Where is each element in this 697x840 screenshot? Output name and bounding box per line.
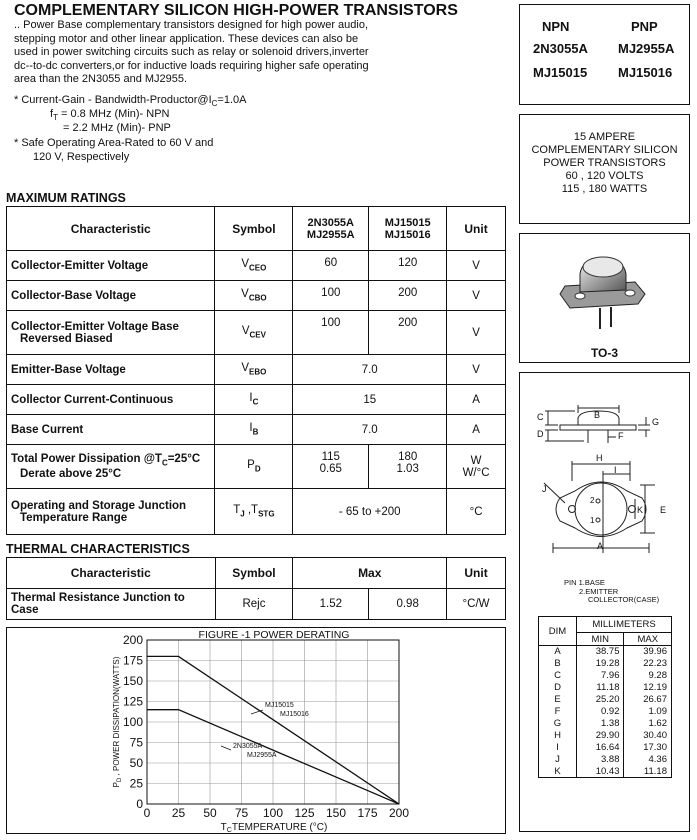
rating-value: 60: [293, 251, 369, 281]
rating-value: 100: [293, 311, 369, 355]
feature-soa: * Safe Operating Area-Rated to 60 V and: [14, 137, 214, 149]
min-header: MIN: [577, 633, 624, 646]
rating-row: [7, 281, 506, 311]
dim-max: 1.62: [624, 718, 672, 730]
dim-letter: D: [539, 682, 577, 694]
dim-max: 22.23: [624, 658, 672, 670]
rating-unit: A: [447, 415, 506, 445]
x-tick-label: 125: [294, 806, 315, 820]
dim-letter: F: [539, 706, 577, 718]
dim-label-g: G: [652, 417, 660, 427]
intro-line: stepping motor and other linear application. These devices can also be: [14, 32, 359, 45]
x-tick-label: 175: [357, 806, 378, 820]
dimension-row: [539, 754, 672, 766]
dimension-row: [539, 682, 672, 694]
y-tick-label: 200: [122, 633, 143, 647]
dim-max: 4.36: [624, 754, 672, 766]
dim-letter: J: [539, 754, 577, 766]
dim-min: 7.96: [577, 670, 624, 682]
pin-label-2: 2: [590, 496, 595, 505]
pnp-part-2: MJ15016: [618, 65, 673, 80]
dim-letter: G: [539, 718, 577, 730]
max-ratings-table: [6, 206, 506, 535]
chart-title: FIGURE -1 POWER DERATING: [198, 629, 350, 641]
rating-characteristic: Emitter-Base Voltage: [7, 355, 215, 385]
dim-max: 11.18: [624, 766, 672, 778]
dimension-box: [519, 372, 690, 832]
dim-label-i: I: [614, 465, 617, 475]
description-box: [519, 114, 690, 224]
rating-row: [7, 489, 506, 535]
rating-row: [7, 355, 506, 385]
thermal-col-max: Max: [293, 558, 447, 589]
dim-max: 12.19: [624, 682, 672, 694]
description-line: 60 , 120 VOLTS: [565, 170, 644, 182]
package-label: TO-3: [590, 346, 619, 360]
thermal-heading: THERMAL CHARACTERISTICS: [6, 542, 190, 556]
rating-unit: V: [447, 311, 506, 355]
col-group1: 2N3055A MJ2955A: [293, 207, 369, 251]
package-box: [519, 233, 690, 363]
col-symbol: Symbol: [215, 207, 293, 251]
description-line: COMPLEMENTARY SILICON: [531, 144, 678, 156]
rating-value: 115 0.65: [293, 445, 369, 489]
dimension-table: [538, 616, 672, 778]
rating-symbol: $I_B$: [215, 415, 293, 445]
intro-line: used in power switching circuits such as relay or solenoid drivers,inverter: [14, 46, 369, 59]
description-line: 115 , 180 WATTS: [561, 183, 648, 195]
y-tick-label: 125: [122, 694, 143, 709]
dim-max: 1.09: [624, 706, 672, 718]
dimension-row: [539, 658, 672, 670]
rating-value: 120: [369, 251, 447, 281]
description-line: POWER TRANSISTORS: [543, 157, 666, 169]
dim-max: 9.28: [624, 670, 672, 682]
rating-characteristic: Operating and Storage Junction Temperature Range: [7, 489, 215, 535]
dim-label-d: D: [537, 429, 544, 439]
rating-symbol: $V_{EBO}$: [215, 355, 293, 385]
x-tick-label: 25: [171, 806, 186, 820]
rating-characteristic: Collector Current-Continuous: [7, 385, 215, 415]
dim-min: 29.90: [577, 730, 624, 742]
intro-line: area than the 2N3055 and MJ2955.: [14, 73, 188, 86]
rating-row: [7, 385, 506, 415]
dim-label-k: K: [637, 505, 644, 515]
col-group2: MJ15015 MJ15016: [369, 207, 447, 251]
dim-min: 10.43: [577, 766, 624, 778]
intro-line: dc--to-dc converters,or for inductive loads requiring higher safe operating: [14, 59, 369, 72]
rating-unit: V: [447, 251, 506, 281]
y-tick-label: 25: [129, 776, 143, 791]
max-header: MAX: [624, 633, 672, 646]
rating-unit: V: [447, 355, 506, 385]
x-tick-label: 200: [388, 806, 410, 820]
dim-label-a: A: [597, 541, 604, 551]
page-title: COMPLEMENTARY SILICON HIGH-POWER TRANSISTORS: [14, 2, 458, 19]
x-tick-label: 75: [234, 806, 249, 820]
thermal-col-unit: Unit: [447, 558, 506, 589]
rating-value: 7.0: [293, 415, 447, 445]
y-tick-label: 150: [122, 674, 143, 688]
npn-label: NPN: [542, 19, 570, 34]
thermal-col-characteristic: Characteristic: [7, 558, 216, 589]
dim-min: 38.75: [577, 646, 624, 658]
part-number-box: [519, 4, 690, 105]
series-label: MJ15016: [280, 711, 309, 718]
col-characteristic: Characteristic: [7, 207, 215, 251]
thermal-col-symbol: Symbol: [215, 558, 293, 589]
mm-header: MILLIMETERS: [577, 617, 672, 633]
dim-label-c: C: [537, 412, 544, 422]
dimension-row: [539, 766, 672, 778]
rating-value: 7.0: [293, 355, 447, 385]
dim-max: 30.40: [624, 730, 672, 742]
rating-unit: V: [447, 281, 506, 311]
dimension-row: [539, 718, 672, 730]
y-tick-label: 0: [136, 797, 143, 811]
max-ratings-heading: MAXIMUM RATINGS: [6, 191, 126, 205]
rating-value: 180 1.03: [369, 445, 447, 489]
pnp-part-1: MJ2955A: [618, 41, 675, 56]
dim-letter: E: [539, 694, 577, 706]
thermal-row-v2: 0.98: [369, 589, 447, 620]
rating-unit: W W/°C: [447, 445, 506, 489]
series-label: MJ2955A: [247, 752, 277, 759]
thermal-table: [6, 557, 506, 620]
intro-line: .. Power Base complementary transistors designed for high power audio,: [14, 19, 369, 31]
rating-row: [7, 251, 506, 281]
x-tick-label: 0: [143, 806, 151, 820]
thermal-row-v1: 1.52: [293, 589, 369, 620]
dim-min: 19.28: [577, 658, 624, 670]
dim-max: 26.67: [624, 694, 672, 706]
x-tick-label: 150: [325, 806, 347, 820]
dim-max: 17.30: [624, 742, 672, 754]
series-label: 2N3055A: [233, 743, 263, 750]
dimension-row: [539, 706, 672, 718]
rating-symbol: $I_C$: [215, 385, 293, 415]
rating-symbol: $P_D$: [215, 445, 293, 489]
x-axis-label: $T_CTEMPERATURE$ (°C): [220, 822, 328, 833]
dim-max: 39.96: [624, 646, 672, 658]
dim-letter: B: [539, 658, 577, 670]
rating-characteristic: Collector-Base Voltage: [7, 281, 215, 311]
x-tick-label: 100: [262, 806, 284, 820]
rating-symbol: $V_{CEO}$: [215, 251, 293, 281]
pnp-label: PNP: [631, 19, 658, 34]
y-tick-label: 100: [122, 715, 143, 729]
series-label-leader: [221, 746, 231, 750]
dimension-row: [539, 670, 672, 682]
rating-row: [7, 445, 506, 489]
dim-min: 25.20: [577, 694, 624, 706]
npn-part-1: 2N3055A: [533, 41, 588, 56]
to3-package-image: [520, 234, 689, 344]
y-tick-label: 75: [129, 735, 143, 750]
dimension-row: [539, 742, 672, 754]
thermal-row-symbol: Rejc: [215, 589, 293, 620]
rating-characteristic: Collector-Emitter Voltage: [7, 251, 215, 281]
pin-label-1: 1: [590, 516, 595, 525]
dimension-row: [539, 730, 672, 742]
dim-min: 16.64: [577, 742, 624, 754]
rating-characteristic: Collector-Emitter Voltage Base Reversed Biased: [7, 311, 215, 355]
dim-min: 0.92: [577, 706, 624, 718]
dim-min: 1.38: [577, 718, 624, 730]
description-line: 15 AMPERE: [573, 131, 636, 143]
npn-part-2: MJ15015: [533, 65, 588, 80]
dim-letter: K: [539, 766, 577, 778]
intro-paragraph: [14, 19, 414, 87]
dim-label-f: F: [618, 431, 624, 441]
dim-min: 3.88: [577, 754, 624, 766]
feature-ft-pnp: = 2.2 MHz (Min)- PNP: [63, 122, 171, 134]
outline-drawing: [520, 373, 689, 583]
power-derating-chart: [6, 627, 506, 834]
rating-symbol: $V_{CEV}$: [215, 311, 293, 355]
x-tick-label: 50: [203, 806, 217, 820]
feature-ft-npn: $f_T = 0.8$ MHz (Min)- NPN: [50, 108, 170, 123]
rating-row: [7, 415, 506, 445]
rating-value: - 65 to +200: [293, 489, 447, 535]
rating-characteristic: Total Power Dissipation $@T_C=25^\circ C$ Derate above 25°C: [7, 445, 215, 489]
rating-value: 100: [293, 281, 369, 311]
dim-letter: C: [539, 670, 577, 682]
rating-row: [7, 311, 506, 355]
rating-symbol: $T_J$ $,T_{STG}$: [215, 489, 293, 535]
dimension-row: [539, 694, 672, 706]
y-axis-label: $P_D$ , POWER DISSIPATION(WATTS): [112, 656, 123, 788]
rating-symbol: $V_{CBO}$: [215, 281, 293, 311]
chart-svg: [7, 628, 505, 833]
rating-unit: A: [447, 385, 506, 415]
dim-letter: A: [539, 646, 577, 658]
col-unit: Unit: [447, 207, 506, 251]
thermal-row-unit: °C/W: [447, 589, 506, 620]
dim-label-h: H: [596, 453, 603, 463]
rating-value: 200: [369, 311, 447, 355]
y-tick-label: 50: [129, 756, 143, 770]
rating-unit: °C: [447, 489, 506, 535]
dim-label-j: J: [542, 484, 547, 494]
rating-value: 200: [369, 281, 447, 311]
dim-label-b: B: [594, 410, 601, 420]
series-label: MJ15015: [265, 702, 294, 709]
dim-letter: H: [539, 730, 577, 742]
dimension-row: [539, 646, 672, 658]
thermal-row-label: Thermal Resistance Junction to Case: [7, 589, 216, 620]
pin-assignment: PIN 1.BASE 2.EMITTER COLLECTOR(CASE): [564, 578, 660, 604]
dim-header: DIM: [539, 617, 577, 646]
rating-value: 15: [293, 385, 447, 415]
feature-gain: * Current-Gain - Bandwidth-$Productor@I_C=1.0A$: [14, 94, 247, 109]
rating-characteristic: Base Current: [7, 415, 215, 445]
dim-min: 11.18: [577, 682, 624, 694]
y-tick-label: 175: [122, 653, 143, 668]
dim-label-e: E: [660, 505, 667, 515]
feature-soa-cont: 120 V, Respectively: [33, 151, 130, 163]
dim-letter: I: [539, 742, 577, 754]
